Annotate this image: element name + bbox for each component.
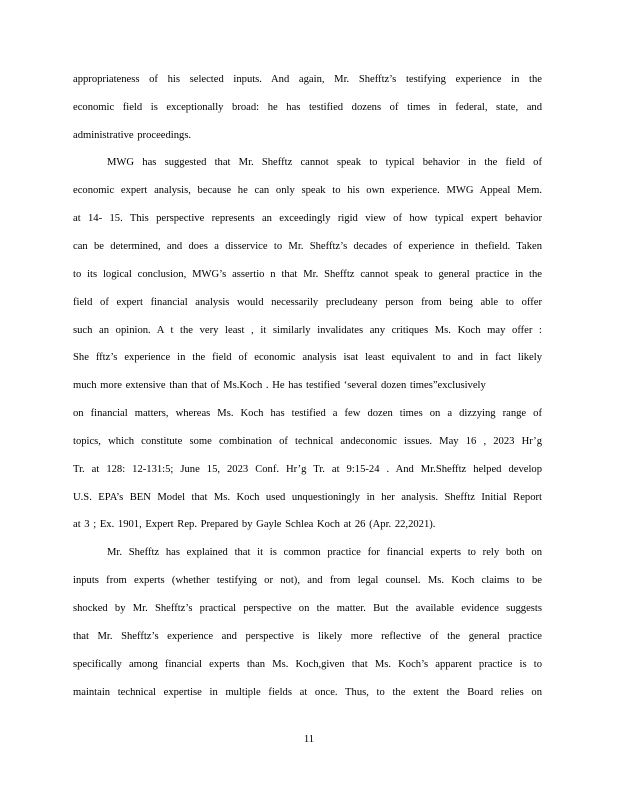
text-line: appropriateness of his selected inputs. And again, Mr. Shefftz’s testifying experience in the [73,74,542,85]
text-line: shocked by Mr. Shefftz’s practical perspective on the matter. But the available evidence suggests [73,603,542,614]
paragraph-first-line: Mr. Shefftz has explained that it is common practice for financial experts to rely both on [107,547,542,558]
text-line: inputs from experts (whether testifying or not), and from legal counsel. Ms. Koch claims to be [73,575,542,586]
text-line: maintain technical expertise in multiple fields at once. Thus, to the extent the Board relies on [73,687,542,698]
page-number: 11 [303,734,315,745]
text-line: economic expert analysis, because he can only speak to his own experience. MWG Appeal Mem. [73,185,542,196]
text-line: specifically among financial experts than Ms. Koch,given that Ms. Koch’s apparent practice is to [73,659,542,670]
text-line: that Mr. Shefftz’s experience and perspective is likely more reflective of the general practice [73,631,542,642]
text-line: She fftz’s experience in the field of economic analysis isat least equivalent to and in fact likely [73,352,542,363]
text-line: topics, which constitute some combination of technical andeconomic issues. May 16 , 2023 Hr’g [73,436,542,447]
text-line: field of expert financial analysis would necessarily precludeany person from being able to offer [73,297,542,308]
text-line: on financial matters, whereas Ms. Koch has testified a few dozen times on a dizzying range of [73,408,542,419]
paragraph-first-line: MWG has suggested that Mr. Shefftz cannot speak to typical behavior in the field of [107,157,542,168]
text-line: such an opinion. A t the very least , it similarly invalidates any critiques Ms. Koch may offer : [73,325,542,336]
text-line: Tr. at 128: 12-131:5; June 15, 2023 Conf. Hr’g Tr. at 9:15-24 . And Mr.Shefftz helped develop [73,464,542,475]
text-line: to its logical conclusion, MWG’s assertio n that Mr. Shefftz cannot speak to general practice in the [73,269,542,280]
text-line: can be determined, and does a disservice to Mr. Shefftz’s decades of experience in thefield. Taken [73,241,542,252]
text-line: economic field is exceptionally broad: he has testified dozens of times in federal, state, and [73,102,542,113]
text-line: administrative proceedings. [73,130,192,141]
text-line: U.S. EPA’s BEN Model that Ms. Koch used unquestioningly in her analysis. Shefftz Initial Report [73,492,542,503]
text-line: much more extensive than that of Ms.Koch . He has testified ‘several dozen times”exclusively [73,380,486,391]
text-line: at 14- 15. This perspective represents an exceedingly rigid view of how typical expert behavior [73,213,542,224]
text-line: at 3 ; Ex. 1901, Expert Rep. Prepared by Gayle Schlea Koch at 26 (Apr. 22,2021). [73,519,436,530]
